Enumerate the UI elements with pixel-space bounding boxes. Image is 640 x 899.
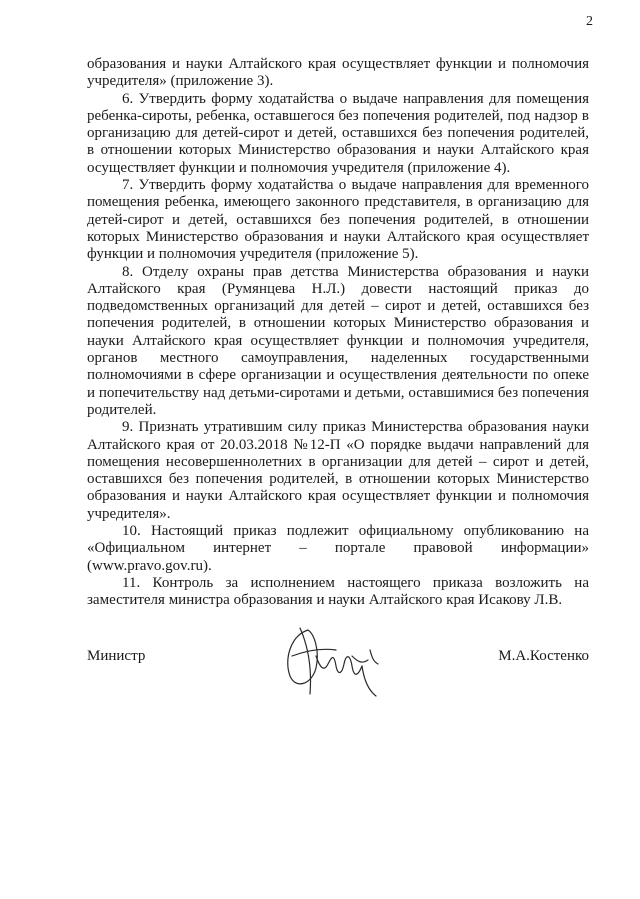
paragraph-item-10: 10. Настоящий приказ подлежит официальному опубликованию на «Официальном интернет – портале правовой информации» (www.pravo.gov.ru). — [87, 523, 589, 574]
paragraph-continuation: образования и науки Алтайского края осуществляет функции и полномочия учредителя» (приложение 3). — [87, 56, 589, 90]
signatory-title: Министр — [87, 648, 146, 664]
paragraph-item-11: 11. Контроль за исполнением настоящего приказа возложить на заместителя министра образования и науки Алтайского края Исакову Л.В. — [87, 574, 589, 609]
handwritten-signature — [278, 620, 388, 700]
paragraph-item-6: 6. Утвердить форму ходатайства о выдаче направления для помещения ребенка-сироты, ребенка, оставшегося без попечения родителей, под надзор в организацию для детей-сирот и детей, оставшихся без попечения родителей, в отношении которых Министерство образования и науки Алтайского края осуществляет функции и полномочия учредителя (приложение 4). — [87, 90, 589, 176]
paragraph-item-8: 8. Отделу охраны прав детства Министерства образования и науки Алтайского края (Румянцева Н.Л.) довести настоящий приказ до подведомственных организаций для детей – сирот и детей, оставшихся без попечения родителей, в отношении которых Министерство образования и науки Алтайского края осуществляет функции и полномочия учредителя, органов местного самоуправления, наделенных государственными полномочиями в сфере организации и осуществления деятельности по опеке и попечительству над детьми-сиротами и детьми, оставшимися без попечения родителей. — [87, 263, 589, 418]
page-number: 2 — [586, 14, 593, 29]
paragraph-item-9: 9. Признать утратившим силу приказ Министерства образования науки Алтайского края от 20.03.2018 №12-П «О порядке выдачи направлений для помещения несовершеннолетних в организации для детей – сирот и детей, оставшихся без попечения родителей, в отношении которых Министерство образования и науки Алтайского края осуществляет функции и полномочия учредителя». — [87, 419, 589, 522]
paragraph-item-7: 7. Утвердить форму ходатайства о выдаче направления для временного помещения ребенка, имеющего законного представителя, в организацию для детей-сирот и детей, оставшихся без попечения родителей, в отношении которых Министерство образования и науки Алтайского края осуществляет функции и полномочия учредителя (приложение 5). — [87, 177, 589, 263]
signatory-name: М.А.Костенко — [498, 648, 589, 664]
document-body — [87, 56, 589, 610]
